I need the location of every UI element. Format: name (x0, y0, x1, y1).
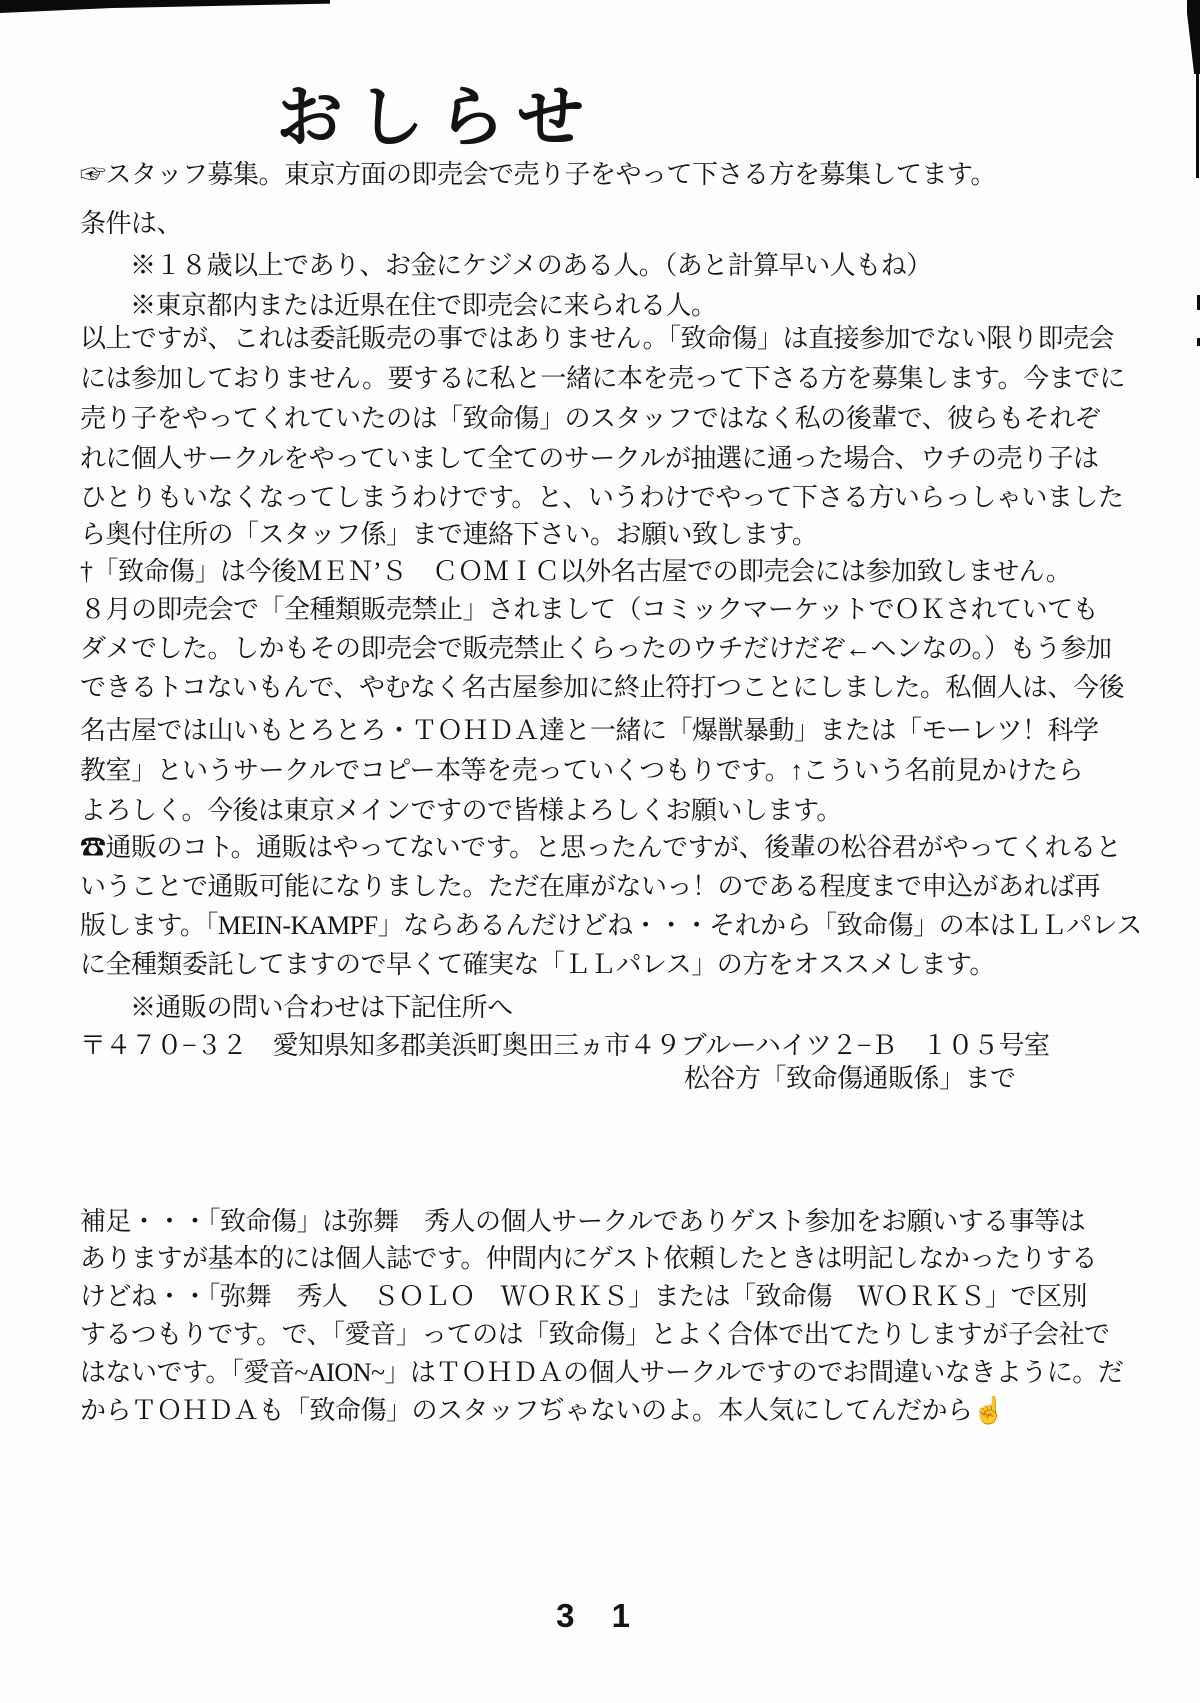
text-line: ※東京都内または近県在住で即売会に来られる人。 (130, 291, 717, 320)
text-line: 条件は、 (80, 209, 183, 238)
text-line: するつもりです。で、「愛音」ってのは「致命傷」とよく合体で出てたりしますが子会社で (80, 1320, 1110, 1349)
scan-artifact-edge-streak (1196, 74, 1199, 178)
mail-order-recipient: 松谷方「致命傷通販係」まで (684, 1064, 1016, 1093)
mail-order-inquiry-note: ※通販の問い合わせは下記住所へ (130, 993, 513, 1022)
text-line: 以上ですが、これは委託販売の事ではありません。「致命傷」は直接参加でない限り即売会 (80, 324, 1115, 353)
text-line: ありますが基本的には個人誌です。仲間内にゲスト依頼したときは明記しなかったりする (80, 1244, 1097, 1273)
text-line: はないです。「愛音~AION~」はＴＯＨＤＡの個人サークルですのでお間違いなきように。だ (80, 1358, 1124, 1387)
text-line: けどね・・「弥舞 秀人 ＳＯＬＯ ＷＯＲＫＳ」または「致命傷 ＷＯＲＫＳ」で区別 (80, 1282, 1088, 1311)
text-line: 版します。「MEIN-KAMPF」ならあるんだけどね・・・それから「致命傷」の本はＬＬパレス (80, 911, 1142, 940)
text-line: ダメでした。しかもその即売会で販売禁止くらったのウチだけだぞ←ヘンなの。）もう参加 (80, 634, 1112, 663)
text-line: ☞スタッフ募集。東京方面の即売会で売り子をやって下さる方を募集してます。 (80, 160, 996, 189)
text-line: ８月の即売会で「全種類販売禁止」されまして（コミックマーケットでＯＫされていても (80, 595, 1099, 624)
text-line: には参加しておりません。要するに私と一緒に本を売って下さる方を募集します。今までに (80, 364, 1125, 393)
text-line: できるトコないもんで、やむなく名古屋参加に終止符打つことにしました。私個人は、今後 (80, 673, 1124, 702)
text-line: 売り子をやってくれていたのは「致命傷」のスタッフではなく私の後輩で、彼らもそれぞ (80, 404, 1101, 433)
text-line: れに個人サークルをやっていまして全てのサークルが抽選に通った場合、ウチの売り子は (80, 444, 1099, 473)
text-line: 名古屋では山いもとろとろ・ＴＯＨＤＡ達と一緒に「爆獣暴動」または「モーレツ！科学 (80, 716, 1099, 745)
text-line: ※１８歳以上であり、お金にケジメのある人。（あと計算早い人もね） (130, 251, 932, 280)
text-line: からＴＯＨＤＡも「致命傷」のスタッフぢゃないのよ。本人気にしてんだから☝ (80, 1396, 1005, 1425)
mail-order-address: 〒４７０−３２ 愛知県知多郡美浜町奥田三ヵ市４９ブルーハイツ２−Ｂ １０５号室 (80, 1031, 1050, 1060)
text-line: ら奥付住所の「スタッフ係」まで連絡下さい。お願い致します。 (80, 520, 818, 549)
text-line: ☎通販のコト。通販はやってないです。と思ったんですが、後輩の松谷君がやってくれると (80, 833, 1122, 862)
text-line: いうことで通販可能になりました。ただ在庫がないっ！のである程度まで申込があれば再 (80, 872, 1101, 901)
text-line: 補足・・・「致命傷」は弥舞 秀人の個人サークルでありゲスト参加をお願いする事等は (80, 1207, 1086, 1236)
text-line: †「致命傷」は今後ＭＥＮ’Ｓ ＣＯＭＩＣ以外名古屋での即売会には参加致しません。 (80, 557, 1072, 586)
text-line: ひとりもいなくなってしまうわけです。と、いうわけでやって下さる方いらっしゃいました (80, 483, 1124, 512)
scan-artifact-top-bar (0, 0, 330, 13)
text-line: よろしく。今後は東京メインですので皆様よろしくお願いします。 (80, 796, 842, 825)
scan-artifact-corner-blob (1187, 0, 1200, 74)
text-line: 教室」というサークルでコピー本等を売っていくつもりです。↑こういう名前見かけたら (80, 756, 1084, 785)
page-number: 3 1 (556, 1597, 644, 1634)
text-line: に全種類委託してますので早くて確実な「ＬＬパレス」の方をオススメします。 (80, 950, 995, 979)
page-title: おしらせ (276, 81, 598, 155)
